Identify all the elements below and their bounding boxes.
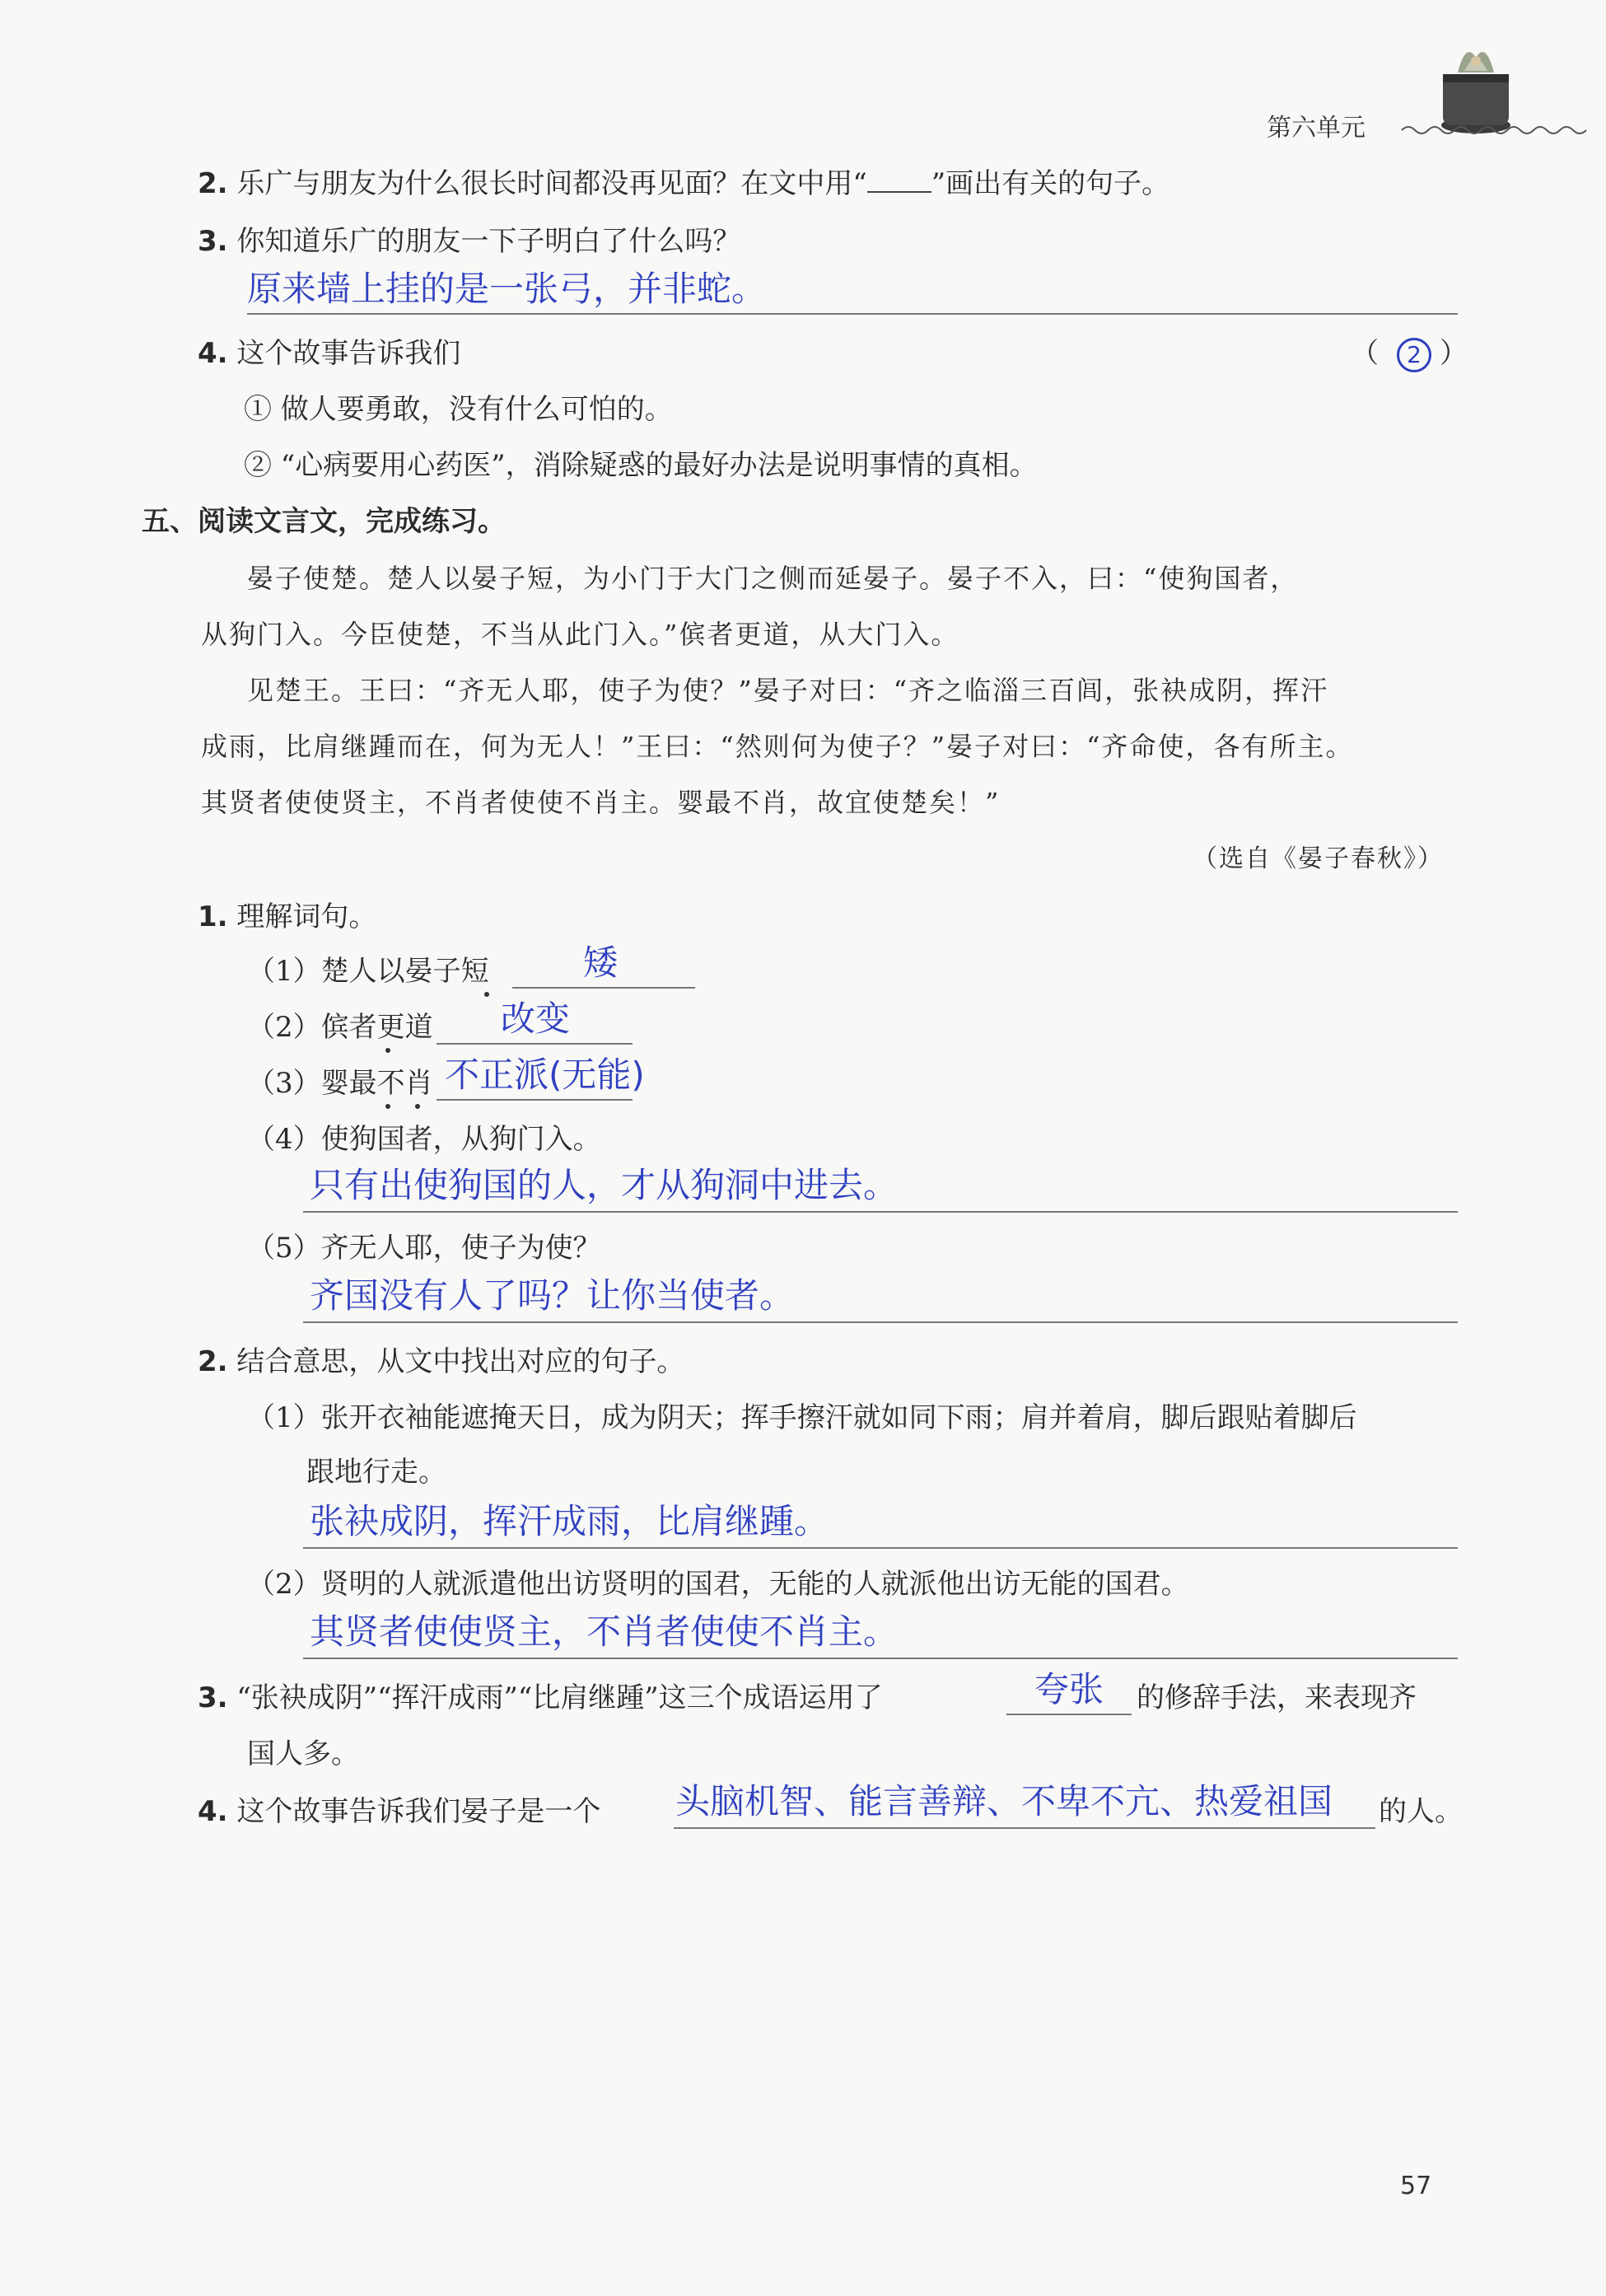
answer-text[interactable]: 原来墙上挂的是一张弓，并非蛇。	[247, 269, 767, 309]
emphasis-dot	[385, 1048, 390, 1053]
answer-line	[247, 313, 1458, 315]
option-2: ② “心病要用心药医”，消除疑惑的最好办法是说明事情的真相。	[244, 449, 1038, 482]
vocab-item-4: （4）使狗国者，从狗门入。	[247, 1123, 601, 1156]
vocab-item-3: （3）婴最不肖	[247, 1067, 433, 1100]
question-text-before: 这个故事告诉我们晏子是一个	[236, 1795, 601, 1828]
question-number: 3.	[198, 225, 228, 258]
rhetoric-answer[interactable]: 夸张	[1034, 1669, 1104, 1709]
question-number: 3.	[198, 1681, 228, 1714]
character-answer[interactable]: 头脑机智、能言善辩、不卑不亢、热爱祖国	[675, 1781, 1333, 1821]
choice-paren-close: ）	[1440, 337, 1468, 370]
emphasis-dot	[415, 1104, 420, 1109]
match-answer-1[interactable]: 张袂成阴，挥汗成雨，比肩继踵。	[310, 1501, 829, 1541]
passage-line: 从狗门入。今臣使楚，不当从此门入。”傧者更道，从大门入。	[201, 619, 959, 650]
question-text-before: 乐广与朋友为什么很长时间都没再见面？在文中用“	[236, 167, 867, 200]
question-number: 4.	[198, 1795, 228, 1828]
vocab-answer-2[interactable]: 改变	[501, 998, 571, 1039]
choice-answer-circled[interactable]: 2	[1397, 338, 1431, 372]
question-number: 2.	[198, 167, 228, 200]
question-text-after: 的人。	[1379, 1795, 1463, 1828]
question-text-before: “张袂成阴”“挥汗成雨”“比肩继踵”这三个成语运用了	[236, 1681, 883, 1714]
unit-label: 第六单元	[1267, 114, 1366, 143]
question-3-intro	[198, 225, 741, 258]
answer-line	[674, 1827, 1375, 1829]
passage-line: 成雨，比肩继踵而在，何为无人！”王曰：“然则何为使子？”晏子对曰：“齐命使，各有所主。	[201, 731, 1354, 762]
question-1-intro	[198, 900, 377, 933]
vocab-answer-3[interactable]: 不正派(无能)	[445, 1054, 645, 1095]
question-3-intro	[198, 1681, 883, 1714]
question-text-after: 的修辞手法，来表现齐	[1137, 1681, 1417, 1714]
question-number: 1.	[198, 900, 228, 933]
answer-line	[303, 1321, 1458, 1323]
section-heading: 五、阅读文言文，完成练习。	[142, 505, 506, 538]
vocab-item-5: （5）齐无人耶，使子为使？	[247, 1232, 601, 1265]
match-item-1-line1: （1）张开衣袖能遮掩天日，成为阴天；挥手擦汗就如同下雨；肩并着肩，脚后跟贴着脚后	[247, 1401, 1357, 1434]
choice-paren-open: （	[1351, 337, 1379, 370]
wavy-divider	[1400, 122, 1590, 138]
question-2-intro	[198, 167, 1170, 200]
question-text: 这个故事告诉我们	[236, 337, 461, 370]
passage-source: （选自《晏子春秋》）	[1193, 844, 1444, 873]
answer-line	[437, 1099, 633, 1101]
underline-marker	[867, 170, 931, 193]
question-number: 4.	[198, 337, 228, 370]
vocab-answer-1[interactable]: 矮	[583, 942, 619, 983]
match-item-1-line2: 跟地行走。	[306, 1456, 446, 1489]
question-text: 你知道乐广的朋友一下子明白了什么吗？	[236, 225, 741, 258]
answer-line	[437, 1043, 633, 1045]
answer-line	[512, 987, 695, 989]
passage-line: 见楚王。王曰：“齐无人耶，使子为使？”晏子对曰：“齐之临淄三百闾，张袂成阴，挥汗	[247, 675, 1329, 706]
answer-line	[303, 1211, 1458, 1213]
question-2-intro	[198, 1345, 685, 1378]
match-item-2: （2）贤明的人就派遣他出访贤明的国君，无能的人就派他出访无能的国君。	[247, 1568, 1189, 1601]
vocab-item-2: （2）傧者更道	[247, 1011, 433, 1044]
question-number: 2.	[198, 1345, 228, 1378]
question-text: 结合意思，从文中找出对应的句子。	[236, 1345, 685, 1378]
question-4-intro	[198, 1795, 601, 1828]
match-answer-2[interactable]: 其贤者使使贤主，不肖者使使不肖主。	[310, 1611, 899, 1652]
vocab-answer-5[interactable]: 齐国没有人了吗？让你当使者。	[310, 1275, 795, 1316]
emphasis-dot	[484, 992, 489, 997]
passage-line: 其贤者使使贤主，不肖者使使不肖主。婴最不肖，故宜使楚矣！”	[201, 787, 1001, 818]
answer-line	[303, 1658, 1458, 1659]
question-text-after: ”画出有关的句子。	[931, 167, 1170, 200]
vocab-answer-4[interactable]: 只有出使狗国的人，才从狗洞中进去。	[310, 1165, 899, 1205]
passage-line: 晏子使楚。楚人以晏子短，为小门于大门之侧而延晏子。晏子不入，曰：“使狗国者，	[247, 563, 1299, 594]
answer-line	[1006, 1714, 1132, 1715]
option-1: ① 做人要勇敢，没有什么可怕的。	[244, 393, 673, 426]
vocab-item-1: （1）楚人以晏子短	[247, 955, 489, 988]
question-text-line2: 国人多。	[247, 1737, 359, 1770]
question-text: 理解词句。	[236, 900, 377, 933]
question-4-intro	[198, 337, 461, 370]
emphasis-dot	[385, 1104, 390, 1109]
page-number: 57	[1400, 2172, 1432, 2200]
answer-line	[303, 1547, 1458, 1549]
